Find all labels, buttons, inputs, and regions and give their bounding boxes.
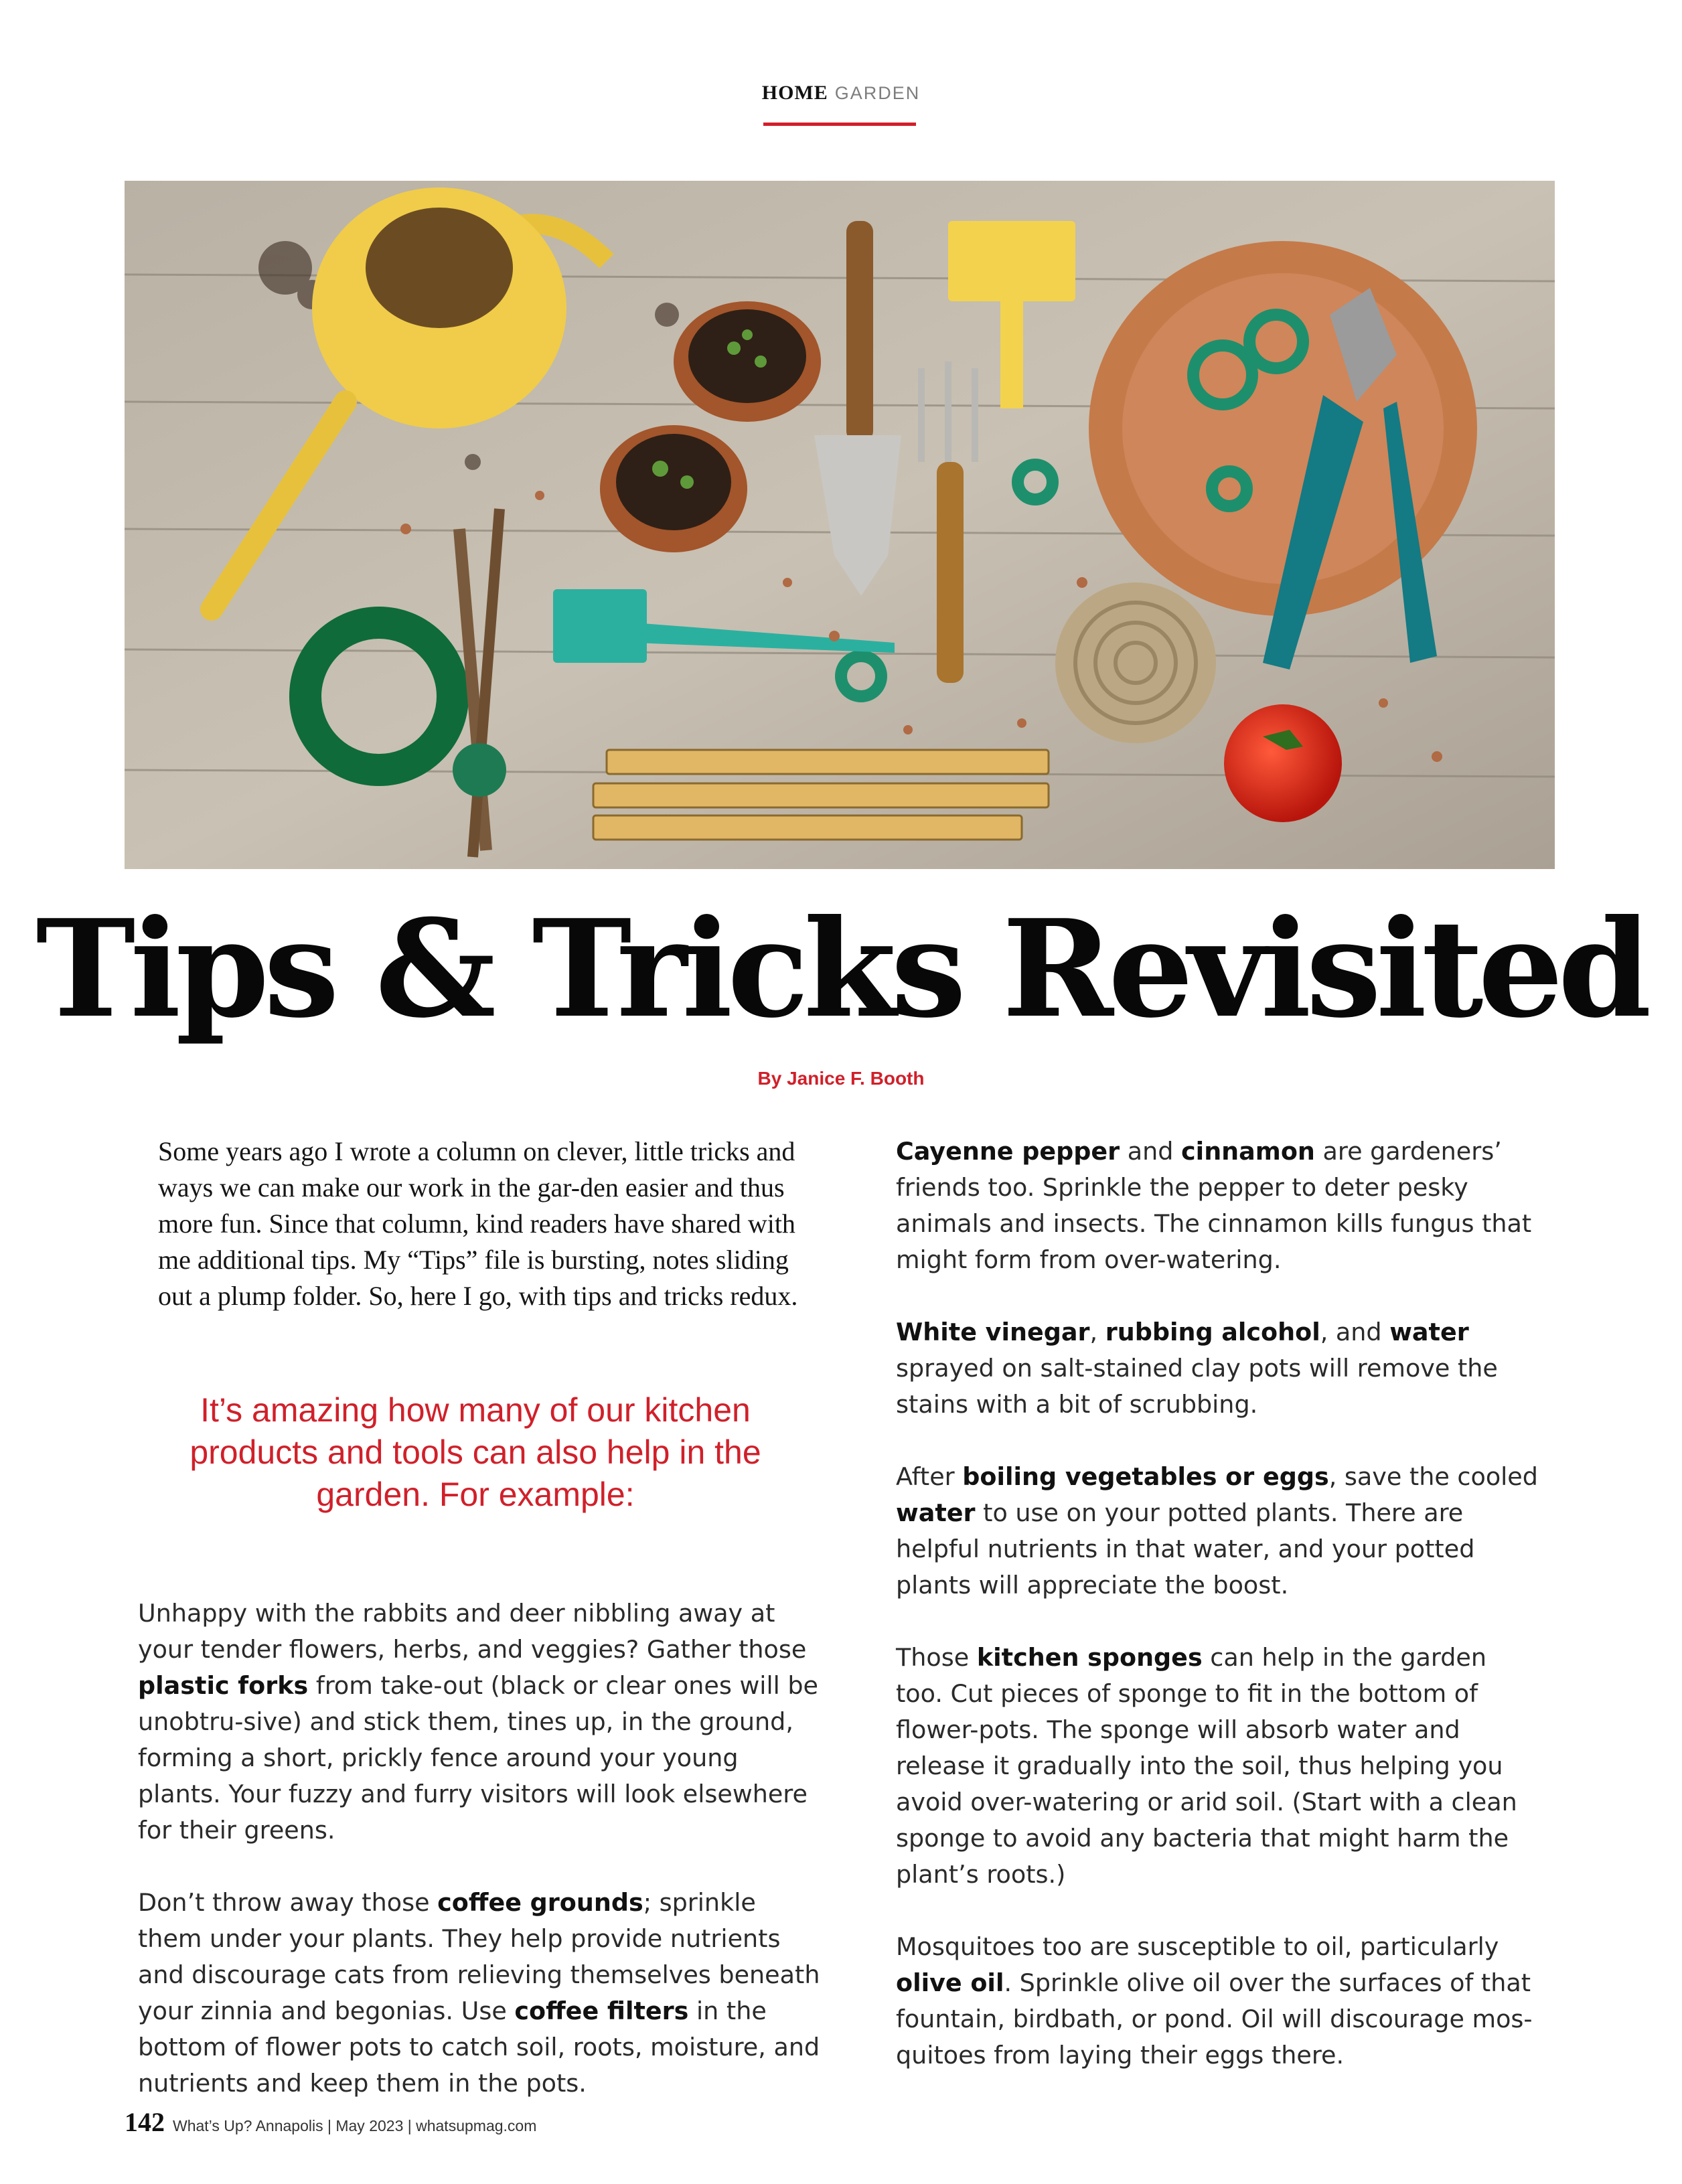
body-paragraph: Unhappy with the rabbits and deer nibbling away at your tender flowers, herbs, and veggies? Gather those plastic forks from take-out (black or clear ones will be unobtru-sive) and stick them, tines up, in the ground, forming a short, prickly fence around your young plants. Your fuzzy and furry visitors will look elsewhere for their greens.: [138, 1599, 818, 1845]
intro-paragraph: Some years ago I wrote a column on clever, little tricks and ways we can make our work in the gar-den easier and thus more fun. Since that column, kind readers have shared with me additional tips. My “Tips” file is bursting, notes sliding out a plump folder. So, here I go, with tips and tricks redux.: [158, 1136, 798, 1311]
page-footer: [125, 2106, 536, 2138]
section-label: HOME: [761, 82, 828, 104]
page-number: 142: [125, 2107, 165, 2137]
section-underline: [763, 123, 916, 126]
left-column: [138, 1595, 821, 2138]
hero-photo: [125, 181, 1555, 869]
right-column: [896, 1134, 1539, 2110]
garden-tools-photo-icon: [125, 181, 1555, 869]
body-paragraph: Mosquitoes too are susceptible to oil, particularly olive oil. Sprinkle olive oil over the surfaces of that fountain, birdbath, or pond. Oil will discourage mos-quitoes from laying their eggs there.: [896, 1932, 1533, 2070]
body-paragraph: Cayenne pepper and cinnamon are gardeners’ friends too. Sprinkle the pepper to deter pesky animals and insects. The cinnamon kills fungus that might form from over-watering.: [896, 1137, 1532, 1274]
body-paragraph: Don’t throw away those coffee grounds; sprinkle them under your plants. They help provide nutrients and discourage cats from relieving themselves beneath your zinnia and begonias. Use coffee filters in the bottom of flower pots to catch soil, roots, moisture, and nutrients and keep them in the pots.: [138, 1888, 820, 2098]
section-header: [761, 82, 921, 104]
article-title: Tips & Tricks Revisited: [35, 890, 1647, 1048]
subsection-label: GARDEN: [834, 83, 921, 103]
body-paragraph: White vinegar, rubbing alcohol, and water sprayed on salt-stained clay pots will remove the stains with a bit of scrubbing.: [896, 1318, 1498, 1419]
body-paragraph: Those kitchen sponges can help in the garden too. Cut pieces of sponge to fit in the bottom of flower-pots. The sponge will absorb water and release it gradually into the soil, thus helping you avoid over-watering or arid soil. (Start with a clean sponge to avoid any bacteria that might harm the plant’s roots.): [896, 1643, 1517, 1889]
pull-quote: It’s amazing how many of our kitchen products and tools can also help in the garden. For example:: [189, 1391, 761, 1513]
body-paragraph: After boiling vegetables or eggs, save the cooled water to use on your potted plants. There are helpful nutrients in that water, and your potted plants will appreciate the boost.: [896, 1462, 1538, 1600]
byline: By Janice F. Booth: [757, 1068, 925, 1089]
footer-info: What’s Up? Annapolis | May 2023 | whatsupmag.com: [173, 2117, 537, 2134]
